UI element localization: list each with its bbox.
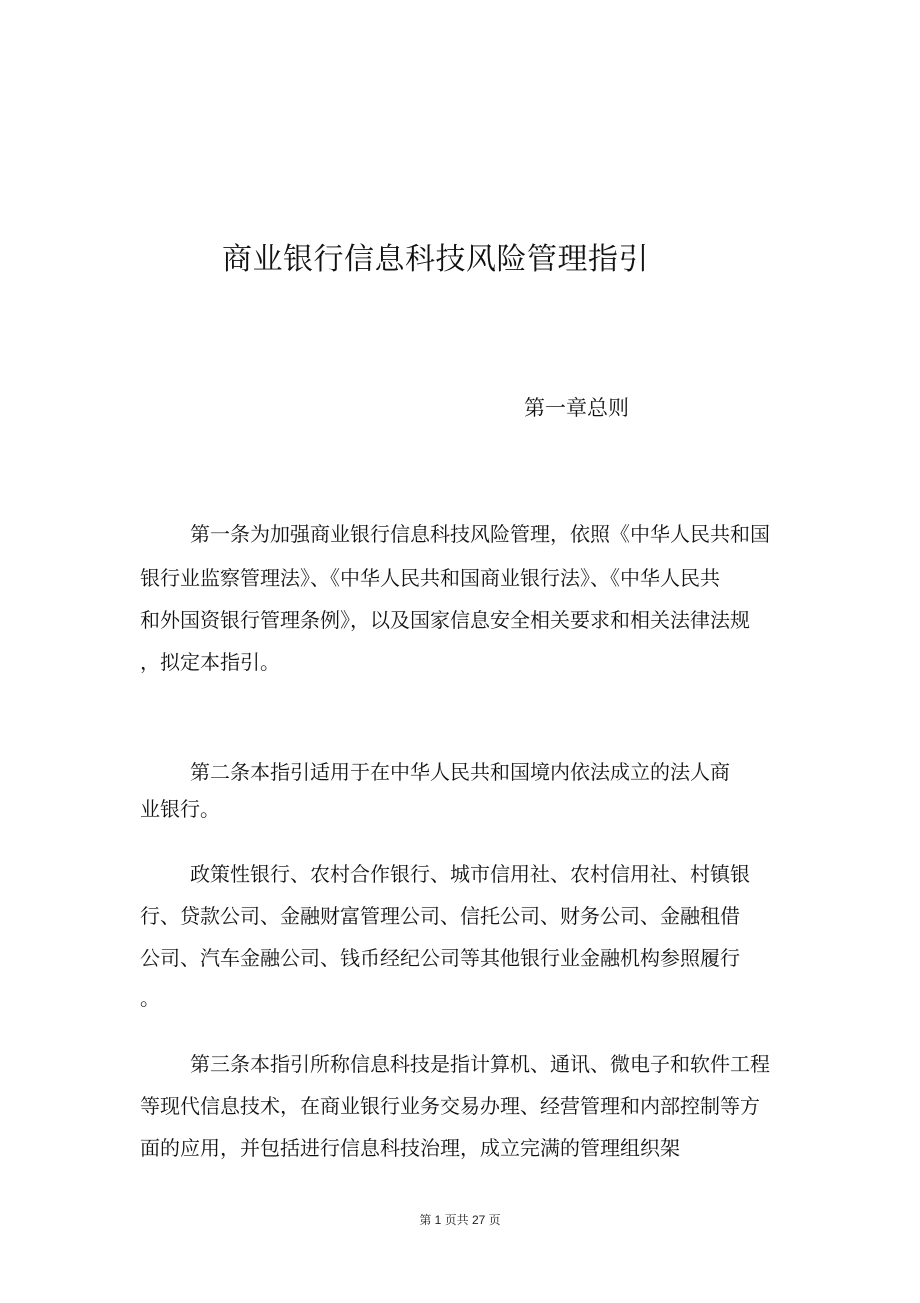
article-1-line-2: 银行业监察管理法》、《中华人民共和国商业银行法》、《中华人民共 <box>140 566 720 590</box>
document-title: 商业银行信息科技风险管理指引 <box>222 242 649 277</box>
article-2-line-1: 第二条本指引适用于在中华人民共和国境内依法成立的法人商 <box>190 760 730 784</box>
chapter-heading: 第一章总则 <box>524 396 629 420</box>
article-3-line-1: 第三条本指引所称信息科技是指计算机、通讯、微电子和软件工程 <box>190 1052 770 1076</box>
article-2-line-2: 业银行。 <box>140 797 220 821</box>
article-1-line-3: 和外国资银行管理条例》，以及国家信息安全相关要求和相关法律法规 <box>140 608 750 632</box>
article-2-cont-line-2: 行、贷款公司、金融财富管理公司、信托公司、财务公司、金融租借 <box>140 904 740 928</box>
article-2-cont-line-4: 。 <box>140 986 160 1010</box>
article-1-line-4: ，拟定本指引。 <box>140 650 280 674</box>
article-3-line-3: 面的应用，并包括进行信息科技治理，成立完满的管理组织架 <box>140 1136 680 1160</box>
article-1-line-1: 第一条为加强商业银行信息科技风险管理，依照《中华人民共和国 <box>190 522 770 546</box>
article-2-cont-line-1: 政策性银行、农村合作银行、城市信用社、农村信用社、村镇银 <box>190 862 750 886</box>
article-2-cont-line-3: 公司、汽车金融公司、钱币经纪公司等其他银行业金融机构参照履行 <box>140 946 740 970</box>
page-footer: 第 1 页共 27 页 <box>419 1213 501 1227</box>
article-3-line-2: 等现代信息技术，在商业银行业务交易办理、经营管理和内部控制等方 <box>140 1094 760 1118</box>
